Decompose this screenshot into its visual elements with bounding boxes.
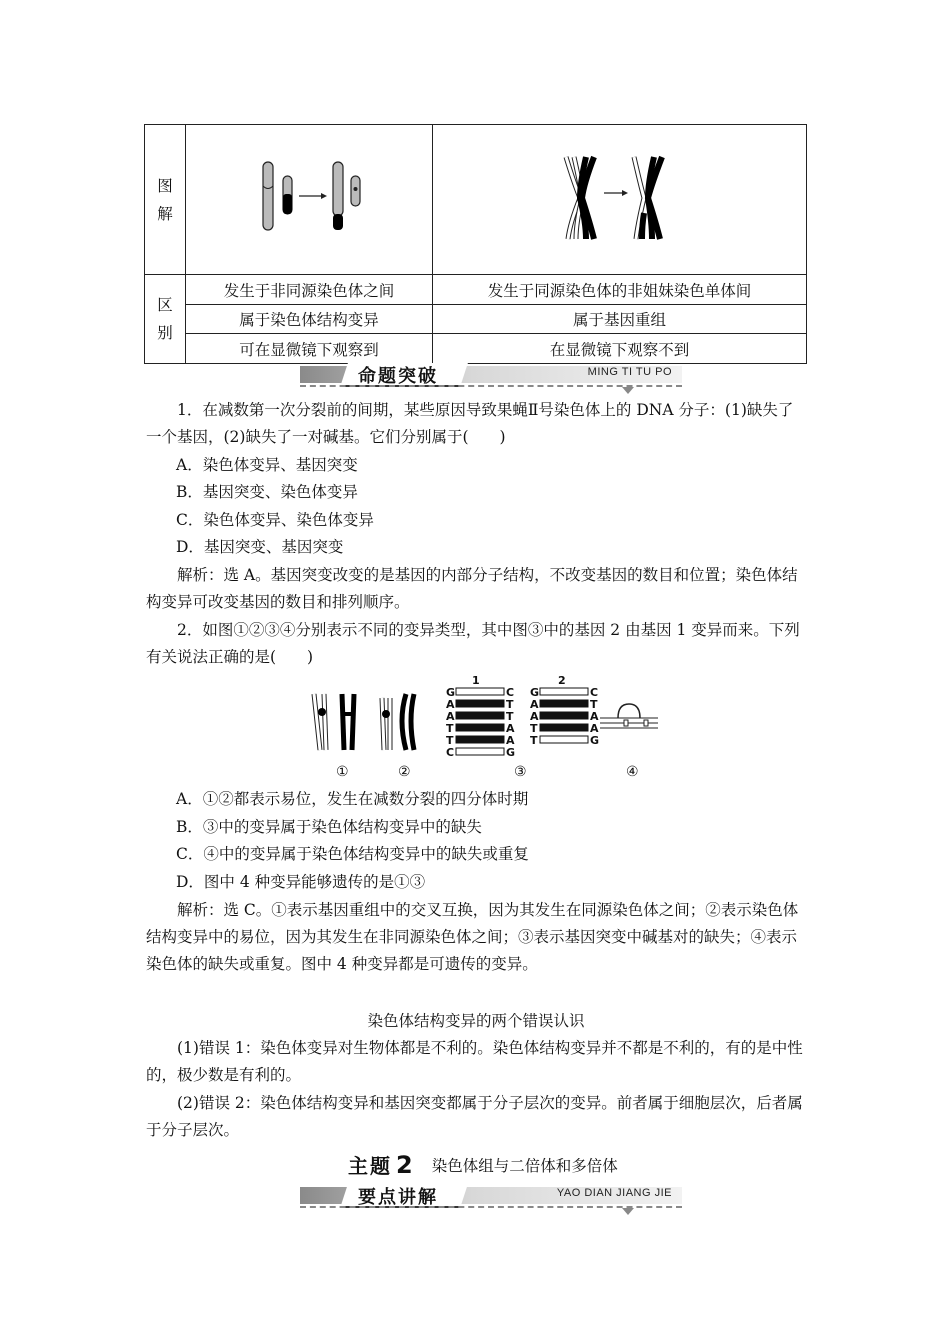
base-letter: A xyxy=(506,734,515,747)
base-pair-bar xyxy=(540,700,588,707)
base-pair-bar xyxy=(540,688,588,695)
chevron-down-icon xyxy=(622,387,634,394)
topic-heading xyxy=(348,1150,618,1182)
note-paragraph-2: (2)错误 2：染色体结构变异和基因突变都属于分子层次的变异。前者属于细胞层次，后者属于分子层次。 xyxy=(146,1094,803,1139)
q1-option-a: A．染色体变异、基因突变 xyxy=(176,456,358,474)
banner-title: 命题突破 xyxy=(358,366,438,387)
base-letter: T xyxy=(506,698,514,711)
q1-option-b: B．基因突变、染色体变异 xyxy=(176,483,358,501)
base-letter: A xyxy=(530,710,539,723)
base-letter: T xyxy=(530,734,538,747)
right-cell: 在显微镜下观察不到 xyxy=(433,334,807,364)
fig-label-2: ② xyxy=(398,764,411,780)
left-cell: 可在显微镜下观察到 xyxy=(186,334,433,364)
q1-option-d: D．基因突变、基因突变 xyxy=(176,538,344,556)
base-letter: A xyxy=(446,698,455,711)
base-pair-bar xyxy=(456,736,504,743)
crossing-over-figure-cell xyxy=(433,125,807,275)
gene-2-label: 2 xyxy=(558,676,566,687)
base-letter: C xyxy=(446,746,455,756)
fig-label-3: ③ xyxy=(514,764,527,780)
banner-title: 要点讲解 xyxy=(358,1187,438,1208)
base-letter: T xyxy=(506,710,514,723)
difference-label: 区别 xyxy=(157,296,173,342)
base-letter: C xyxy=(506,686,515,699)
q2-option-a: A．①②都表示易位，发生在减数分裂的四分体时期 xyxy=(176,790,529,808)
q2-figure xyxy=(306,676,676,786)
base-letter: A xyxy=(590,722,599,735)
base-letter: G xyxy=(530,686,540,699)
banner-subtitle: YAO DIAN JIANG JIE xyxy=(556,1187,672,1199)
base-letter: G xyxy=(590,734,600,747)
base-pair-bar xyxy=(456,700,504,707)
base-letter: A xyxy=(590,710,599,723)
variation-diagrams xyxy=(306,676,676,756)
base-letter: A xyxy=(530,698,539,711)
q1-analysis: 解析：选 A。基因突变改变的是基因的内部分子结构，不改变基因的数目和位置；染色体结构变异可改变基因的数目和排列顺序。 xyxy=(146,566,798,611)
translocation-figure-cell xyxy=(186,125,433,275)
base-letter: A xyxy=(506,722,515,735)
question-2-stem: 2．如图①②③④分别表示不同的变异类型，其中图③中的基因 2 由基因 1 变异而来。下列有关说法正确的是( ) xyxy=(146,621,800,666)
base-letter: A xyxy=(446,710,455,723)
base-letter: T xyxy=(446,722,454,735)
base-pair-bar xyxy=(540,712,588,719)
right-cell: 属于基因重组 xyxy=(433,305,807,334)
section-banner-key-points xyxy=(300,1184,682,1206)
q1-option-c: C．染色体变异、染色体变异 xyxy=(176,511,374,529)
q2-option-d: D．图中 4 种变异能够遗传的是①③ xyxy=(176,873,426,891)
base-pair-bar xyxy=(540,736,588,743)
right-cell: 发生于同源染色体的非姐妹染色单体间 xyxy=(433,275,807,305)
crossing-over-diagram xyxy=(560,153,680,243)
translocation-diagram xyxy=(249,158,369,238)
gene-1-label: 1 xyxy=(472,676,480,687)
base-letter: C xyxy=(590,686,599,699)
base-pair-bar xyxy=(456,748,504,755)
left-cell: 属于染色体结构变异 xyxy=(186,305,433,334)
base-letter: G xyxy=(446,686,456,699)
banner-subtitle: MING TI TU PO xyxy=(587,366,672,378)
q2-option-c: C．④中的变异属于染色体结构变异中的缺失或重复 xyxy=(176,845,529,863)
base-pair-bar xyxy=(540,724,588,731)
comparison-table xyxy=(144,124,807,364)
row-label-difference xyxy=(145,275,186,364)
question-1-stem: 1．在减数第一次分裂前的间期，某些原因导致果蝇Ⅱ号染色体上的 DNA 分子：(1)缺失了一个基因，(2)缺失了一对碱基。它们分别属于( ) xyxy=(146,401,794,446)
topic-label: 主题 xyxy=(348,1154,392,1178)
note-paragraph-1: (1)错误 1：染色体变异对生物体都是不利的。染色体结构变异并不都是不利的，有的是中性的，极少数是有利的。 xyxy=(146,1039,803,1084)
base-pair-bar xyxy=(456,688,504,695)
left-cell: 发生于非同源染色体之间 xyxy=(186,275,433,305)
base-letter: T xyxy=(446,734,454,747)
base-letter: T xyxy=(590,698,598,711)
figure-label: 图解 xyxy=(157,176,173,223)
chevron-down-icon xyxy=(622,1208,634,1215)
q2-option-b: B．③中的变异属于染色体结构变异中的缺失 xyxy=(176,818,482,836)
section-banner-practice xyxy=(300,363,682,385)
base-pair-bar xyxy=(456,712,504,719)
note-title: 染色体结构变异的两个错误认识 xyxy=(367,1012,585,1030)
fig-label-4: ④ xyxy=(626,764,639,780)
fig-label-1: ① xyxy=(336,764,349,780)
topic-title: 染色体组与二倍体和多倍体 xyxy=(431,1157,618,1175)
row-label-figure xyxy=(145,125,186,275)
q2-analysis: 解析：选 C。①表示基因重组中的交叉互换，因为其发生在同源染色体之间；②表示染色体结构变异中的易位，因为其发生在非同源染色体之间；③表示基因突变中碱基对的缺失；④表示染色体的缺失或重复。图中 4 种变异都是可遗传的变异。 xyxy=(146,901,799,973)
topic-number: 2 xyxy=(396,1151,413,1179)
base-letter: G xyxy=(506,746,516,756)
base-letter: T xyxy=(530,722,538,735)
base-pair-bar xyxy=(456,724,504,731)
